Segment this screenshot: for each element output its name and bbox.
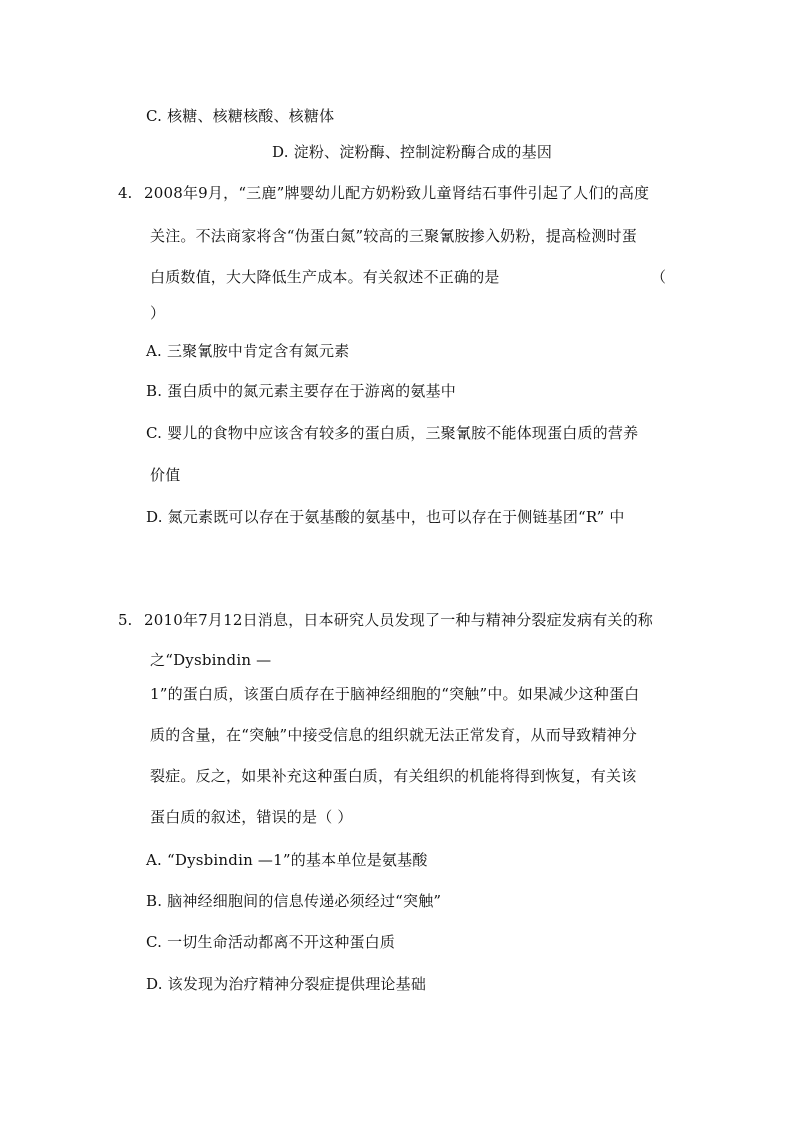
question-5-option-c: C. 一切生命活动都离不开这种蛋白质 bbox=[146, 933, 396, 951]
question-4-paren-open: （ bbox=[651, 268, 667, 286]
question-4-stem-line-2: 关注。不法商家将含“伪蛋白氮”较高的三聚氰胺掺入奶粉，提高检测时蛋 bbox=[150, 227, 637, 245]
question-4-stem-line-3: 白质数值，大大降低生产成本。有关叙述不正确的是 bbox=[150, 268, 500, 286]
question-4-option-d: D. 氮元素既可以存在于氨基酸的氨基中，也可以存在于侧链基团“R” 中 bbox=[146, 508, 625, 526]
question-4-number: 4. bbox=[118, 184, 133, 202]
question-4-option-c-continued: 价值 bbox=[150, 466, 181, 484]
question-5-stem-line-6: 蛋白质的叙述，错误的是（ ） bbox=[150, 808, 353, 826]
question-5-option-a: A. “Dysbindin —1”的基本单位是氨基酸 bbox=[146, 851, 428, 869]
question-5-stem-line-1: 2010年7月12日消息，日本研究人员发现了一种与精神分裂症发病有关的称 bbox=[144, 611, 654, 629]
question-5-stem-line-2: 之“Dysbindin — bbox=[150, 651, 272, 669]
question-4-option-c: C. 婴儿的食物中应该含有较多的蛋白质，三聚氰胺不能体现蛋白质的营养 bbox=[146, 424, 639, 442]
prev-option-c: C. 核糖、核糖核酸、核糖体 bbox=[146, 107, 335, 125]
question-5-stem-line-3: 1”的蛋白质，该蛋白质存在于脑神经细胞的“突触”中。如果减少这种蛋白 bbox=[150, 685, 640, 703]
question-5-stem-line-4: 质的含量，在“突触”中接受信息的组织就无法正常发育，从而导致精神分 bbox=[150, 726, 637, 744]
question-4-stem-line-1: 2008年9月，“三鹿”牌婴幼儿配方奶粉致儿童肾结石事件引起了人们的高度 bbox=[144, 184, 650, 202]
question-5-number: 5. bbox=[118, 611, 133, 629]
prev-option-d: D. 淀粉、淀粉酶、控制淀粉酶合成的基因 bbox=[272, 143, 553, 161]
question-5-option-d: D. 该发现为治疗精神分裂症提供理论基础 bbox=[146, 975, 427, 993]
question-4-option-b: B. 蛋白质中的氮元素主要存在于游离的氨基中 bbox=[146, 382, 456, 400]
question-5-option-b: B. 脑神经细胞间的信息传递必须经过“突触” bbox=[146, 892, 442, 910]
question-4-option-a: A. 三聚氰胺中肯定含有氮元素 bbox=[146, 342, 350, 360]
question-5-stem-line-5: 裂症。反之，如果补充这种蛋白质，有关组织的机能将得到恢复，有关该 bbox=[150, 767, 637, 785]
question-4-paren-close: ） bbox=[150, 304, 166, 322]
